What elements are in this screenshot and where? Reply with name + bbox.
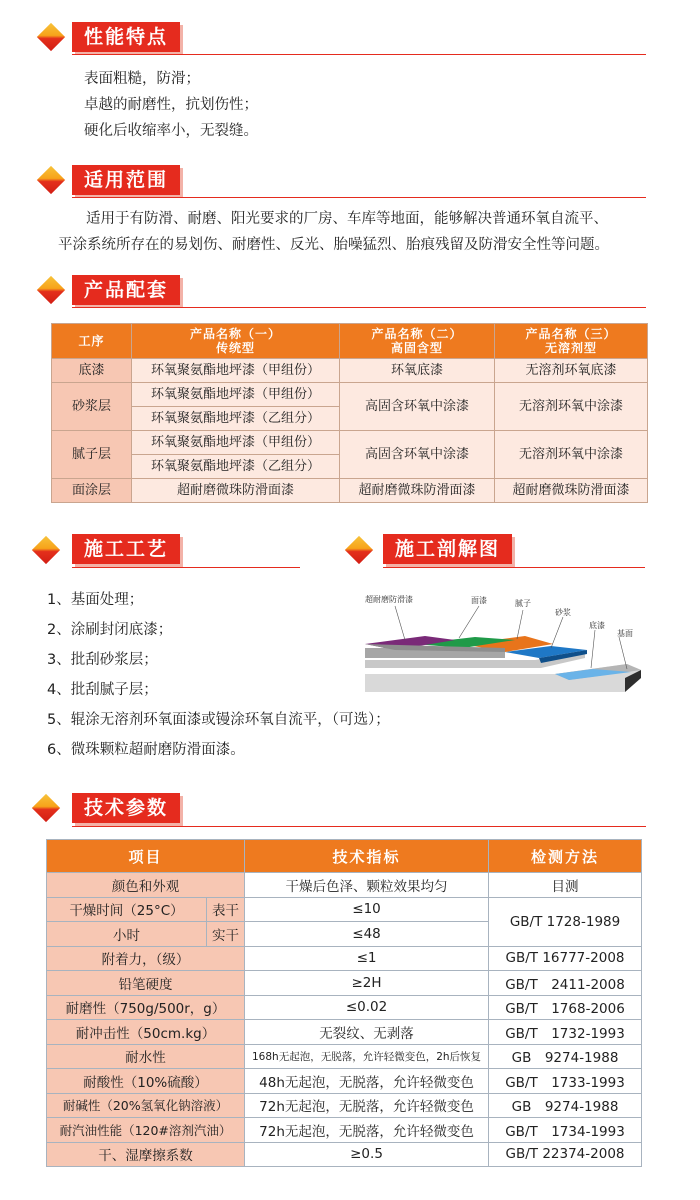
table-cell: GB 9274-1988 (489, 1093, 642, 1118)
item-cell: 附着力，（级） (47, 946, 245, 971)
table-cell: GB/T 1732-1993 (489, 1020, 642, 1045)
table-cell: 无裂纹、无剥落 (245, 1020, 489, 1045)
table-cell: ≥0.5 (245, 1142, 489, 1167)
table-row (52, 431, 648, 455)
sub-item-cell: 实干 (207, 922, 245, 947)
table-cell: ≤0.02 (245, 995, 489, 1020)
item-cell: 颜色和外观 (47, 873, 245, 898)
divider (72, 567, 300, 568)
step-cell: 底漆 (52, 359, 132, 383)
table-row (47, 1069, 642, 1094)
feature-line: 硬化后收缩率小，无裂缝。 (84, 123, 258, 139)
section-view-title: 施工剖解图 (383, 534, 512, 564)
table-cell: 环氧聚氨酯地坪漆（乙组分） (132, 455, 340, 479)
item-cell: 耐磨性（750g/500r，g） (47, 995, 245, 1020)
label-top: 超耐磨防滑漆 (365, 595, 413, 604)
table-cell: 168h无起泡，无脱落，允许轻微变色，2h后恢复 (245, 1044, 489, 1069)
table-cell: 目测 (489, 873, 642, 898)
table-cell: 环氧聚氨酯地坪漆（甲组份） (132, 383, 340, 407)
table-row (47, 897, 642, 922)
process-step: 4、批刮腻子层； (47, 682, 158, 698)
table-row (52, 479, 648, 503)
table-cell: 环氧底漆 (340, 359, 495, 383)
column-header: 产品名称（一） 传统型 (132, 324, 340, 359)
feature-line: 表面粗糙，防滑； (84, 71, 200, 87)
item-cell: 铅笔硬度 (47, 971, 245, 996)
table-row (47, 995, 642, 1020)
table-cell: 超耐磨微珠防滑面漆 (340, 479, 495, 503)
table-cell: GB 9274-1988 (489, 1044, 642, 1069)
item-cell: 干、湿摩擦系数 (47, 1142, 245, 1167)
divider (72, 826, 646, 827)
section-diamond-icon (32, 794, 60, 822)
step-cell: 砂浆层 (52, 383, 132, 431)
table-cell: 超耐磨微珠防滑面漆 (495, 479, 648, 503)
tech-table (46, 839, 642, 1167)
section-diamond-icon (37, 166, 65, 194)
features-title: 性能特点 (72, 22, 180, 52)
item-cell: 耐碱性（20%氢氧化钠溶液） (47, 1093, 245, 1118)
divider (72, 197, 646, 198)
scope-title: 适用范围 (72, 165, 180, 195)
column-header: 产品名称（三） 无溶剂型 (495, 324, 648, 359)
table-cell: ≥2H (245, 971, 489, 996)
table-row (47, 1118, 642, 1143)
process-step: 1、基面处理； (47, 592, 144, 608)
table-cell: GB/T 1768-2006 (489, 995, 642, 1020)
table-cell: 高固含环氧中涂漆 (340, 383, 495, 431)
table-cell: 环氧聚氨酯地坪漆（甲组份） (132, 431, 340, 455)
process-step: 6、微珠颗粒超耐磨防滑面漆。 (47, 742, 245, 758)
products-title: 产品配套 (72, 275, 180, 305)
table-cell: 环氧聚氨酯地坪漆（甲组份） (132, 359, 340, 383)
section-diamond-icon (37, 23, 65, 51)
sub-item-cell: 表干 (207, 897, 245, 922)
table-cell: 高固含环氧中涂漆 (340, 431, 495, 479)
scope-line: 平涂系统所存在的易划伤、耐磨性、反光、胎噪猛烈、胎痕残留及防滑安全性等问题。 (58, 237, 609, 253)
table-cell: ≤10 (245, 897, 489, 922)
table-cell: 72h无起泡，无脱落，允许轻微变色 (245, 1093, 489, 1118)
table-cell: 72h无起泡，无脱落，允许轻微变色 (245, 1118, 489, 1143)
table-cell: GB/T 16777-2008 (489, 946, 642, 971)
item-cell: 耐汽油性能（120#溶剂汽油） (47, 1118, 245, 1143)
table-row (47, 946, 642, 971)
products-table (51, 323, 648, 503)
process-step: 5、辊涂无溶剂环氧面漆或镘涂环氧自流平，（可选）； (47, 712, 390, 728)
step-cell: 面涂层 (52, 479, 132, 503)
scope-line: 适用于有防滑、耐磨、阳光要求的厂房、车库等地面，能够解决普通环氧自流平、 (86, 211, 608, 227)
column-header: 技术指标 (245, 840, 489, 873)
cross-section-diagram (355, 592, 655, 712)
process-steps (47, 585, 390, 765)
step-cell: 腻子层 (52, 431, 132, 479)
divider (72, 307, 646, 308)
divider (72, 54, 646, 55)
table-cell: 环氧聚氨酯地坪漆（乙组分） (132, 407, 340, 431)
table-row (52, 359, 648, 383)
table-header-row (52, 324, 648, 359)
item-cell: 耐冲击性（50cm.kg） (47, 1020, 245, 1045)
table-row (47, 1020, 642, 1045)
table-row (47, 1093, 642, 1118)
table-cell: GB/T 22374-2008 (489, 1142, 642, 1167)
label-putty: 腻子 (515, 599, 531, 608)
table-row (47, 873, 642, 898)
section-diamond-icon (32, 536, 60, 564)
divider (383, 567, 645, 568)
label-base: 基面 (617, 629, 633, 638)
column-header: 项目 (47, 840, 245, 873)
table-cell: 无溶剂环氧底漆 (495, 359, 648, 383)
table-cell: 干燥后色泽、颗粒效果均匀 (245, 873, 489, 898)
label-face: 面漆 (471, 596, 487, 605)
scope-text (58, 206, 698, 258)
table-cell: GB/T 1728-1989 (489, 897, 642, 946)
label-primer: 底漆 (589, 621, 605, 630)
table-cell: ≤1 (245, 946, 489, 971)
table-row (52, 383, 648, 407)
table-cell: GB/T 2411-2008 (489, 971, 642, 996)
item-cell: 耐水性 (47, 1044, 245, 1069)
table-cell: 无溶剂环氧中涂漆 (495, 383, 648, 431)
table-cell: GB/T 1733-1993 (489, 1069, 642, 1094)
column-header: 工序 (52, 324, 132, 359)
section-diamond-icon (37, 276, 65, 304)
table-cell: 超耐磨微珠防滑面漆 (132, 479, 340, 503)
item-cell: 小时 (47, 922, 207, 947)
item-cell: 耐酸性（10%硫酸） (47, 1069, 245, 1094)
item-cell: 干燥时间（25°C） (47, 897, 207, 922)
table-cell: 48h无起泡，无脱落，允许轻微变色 (245, 1069, 489, 1094)
process-step: 2、涂刷封闭底漆； (47, 622, 173, 638)
column-header: 产品名称（二） 高固含型 (340, 324, 495, 359)
table-row (47, 1044, 642, 1069)
table-row (47, 1142, 642, 1167)
table-header-row (47, 840, 642, 873)
table-cell: 无溶剂环氧中涂漆 (495, 431, 648, 479)
column-header: 检测方法 (489, 840, 642, 873)
table-cell: ≤48 (245, 922, 489, 947)
features-list (84, 66, 258, 144)
table-row (47, 971, 642, 996)
process-step: 3、批刮砂浆层； (47, 652, 158, 668)
table-cell: GB/T 1734-1993 (489, 1118, 642, 1143)
label-mortar: 砂浆 (555, 608, 571, 617)
section-diamond-icon (345, 536, 373, 564)
process-title: 施工工艺 (72, 534, 180, 564)
tech-title: 技术参数 (72, 793, 180, 823)
feature-line: 卓越的耐磨性，抗划伤性； (84, 97, 258, 113)
